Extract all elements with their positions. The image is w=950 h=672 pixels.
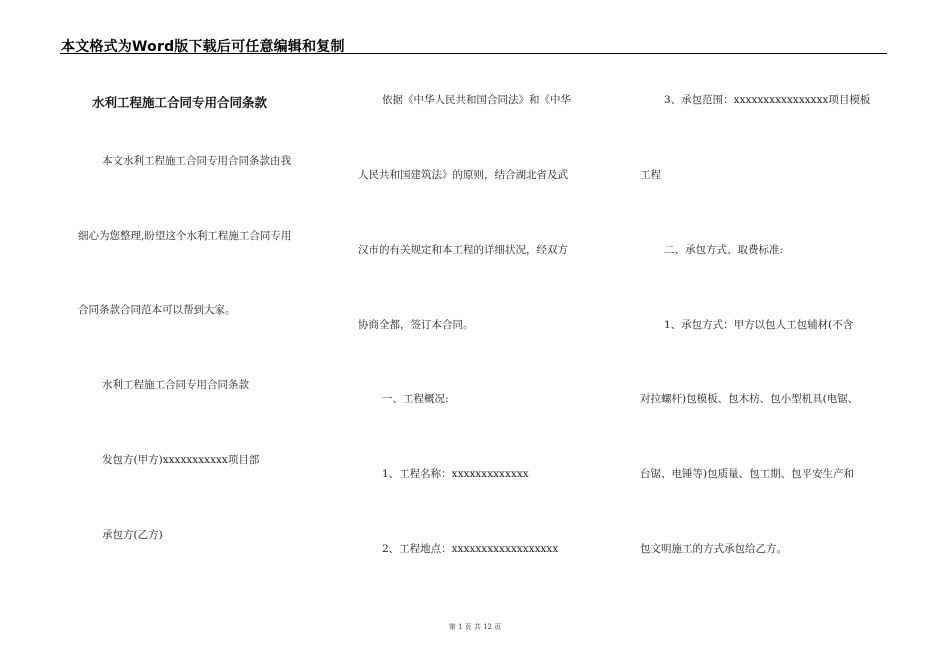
paragraph-line: 包文明施工的方式承包给乙方。 bbox=[640, 543, 787, 555]
paragraph-line: 二、承包方式、取费标准: bbox=[664, 244, 784, 256]
paragraph-line: 发包方(甲方)xxxxxxxxxxx项目部 bbox=[102, 454, 260, 466]
paragraph-line: 2、工程地点：xxxxxxxxxxxxxxxxxx bbox=[382, 543, 559, 555]
paragraph-line: 本文水利工程施工合同专用合同条款由我 bbox=[102, 155, 291, 167]
document-header-title: 本文格式为Word版下载后可任意编辑和复制 bbox=[61, 39, 345, 55]
paragraph-line: 对拉螺杆)包模板、包木枋、包小型机具(电锯、 bbox=[640, 393, 859, 405]
paragraph-line: 1、工程名称：xxxxxxxxxxxxx bbox=[382, 468, 529, 480]
paragraph-line: 合同条款合同范本可以帮到大家。 bbox=[78, 304, 236, 316]
paragraph-line: 协商全都，签订本合同。 bbox=[358, 319, 474, 331]
document-title: 水利工程施工合同专用合同条款 bbox=[92, 95, 268, 110]
paragraph-line: 一、工程概况: bbox=[382, 393, 449, 405]
paragraph-line: 细心为您整理,盼望这个水利工程施工合同专用 bbox=[78, 230, 292, 242]
text-column-2 bbox=[358, 0, 618, 620]
paragraph-line: 汉市的有关规定和本工程的详细状况，经双方 bbox=[358, 244, 568, 256]
paragraph-line: 1、承包方式：甲方以包人工包辅材(不含 bbox=[664, 319, 854, 331]
text-column-1 bbox=[60, 0, 330, 620]
paragraph-line: 承包方(乙方) bbox=[102, 529, 163, 541]
paragraph-line: 3、承包范围：xxxxxxxxxxxxxxxx项目模板 bbox=[664, 94, 871, 106]
paragraph-line: 工程 bbox=[640, 169, 661, 181]
paragraph-line: 人民共和国建筑法》的原则，结合湖北省及武 bbox=[358, 169, 568, 181]
paragraph-line: 依据《中华人民共和国合同法》和《中华 bbox=[382, 94, 571, 106]
paragraph-line: 台锯、电锤等)包质量、包工期、包平安生产和 bbox=[640, 468, 855, 480]
page-number-footer: 第 1 页 共 12 页 bbox=[448, 623, 502, 631]
text-column-3 bbox=[640, 0, 900, 620]
paragraph-line: 水利工程施工合同专用合同条款 bbox=[102, 379, 249, 391]
